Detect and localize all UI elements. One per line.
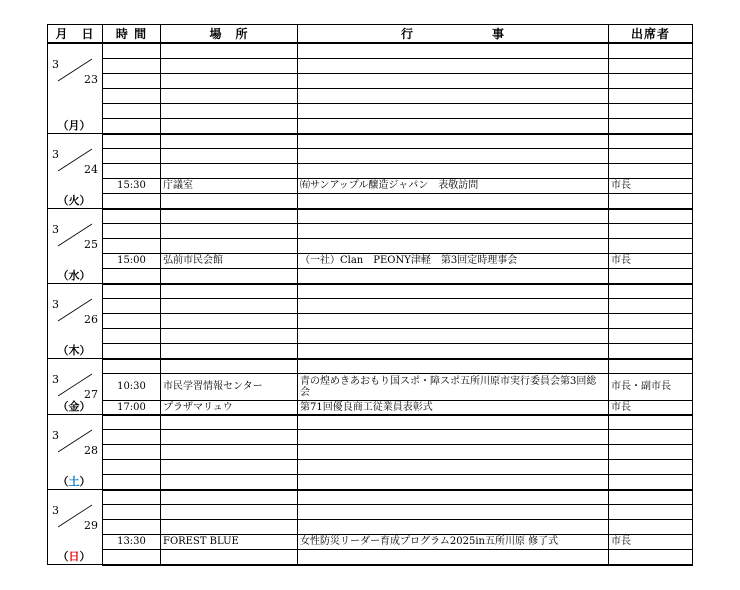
place-cell [161, 299, 298, 314]
weekday-char: 月 [68, 119, 80, 132]
schedule-row [48, 415, 693, 430]
time-cell [103, 88, 161, 103]
attendee-cell [609, 58, 693, 73]
date-month: 3 [52, 429, 59, 442]
place-cell [161, 359, 298, 374]
attendee-cell [609, 343, 693, 358]
schedule-row [48, 328, 693, 343]
date-day: 24 [84, 163, 98, 176]
event-cell [298, 134, 609, 149]
event-cell: 第71回優良商工従業員表彰式 [298, 400, 609, 415]
event-cell [298, 474, 609, 489]
date-day: 26 [84, 313, 98, 326]
time-cell [103, 343, 161, 358]
attendee-cell [609, 193, 693, 208]
schedule-row [48, 430, 693, 445]
weekday-label: （日） [57, 550, 91, 563]
time-cell [103, 299, 161, 314]
attendee-cell [609, 430, 693, 445]
place-cell [161, 314, 298, 329]
attendee-cell [609, 549, 693, 564]
event-cell [298, 430, 609, 445]
place-cell: 弘前市民会館 [161, 253, 298, 268]
place-cell: 市民学習情報センター [161, 373, 298, 400]
attendee-cell [609, 299, 693, 314]
schedule-row [48, 459, 693, 474]
schedule-row [48, 490, 693, 505]
date-day: 29 [84, 519, 98, 532]
schedule-row [48, 103, 693, 118]
time-cell: 10:30 [103, 373, 161, 400]
place-cell [161, 490, 298, 505]
weekday-char: 金 [68, 400, 80, 413]
event-cell [298, 459, 609, 474]
weekday-label: （金） [57, 400, 91, 413]
time-cell [103, 224, 161, 239]
place-cell [161, 149, 298, 164]
schedule-row [48, 88, 693, 103]
schedule-row [48, 118, 693, 134]
header-attendee: 出席者 [609, 25, 693, 44]
date-day: 28 [84, 444, 98, 457]
date-day: 25 [84, 238, 98, 251]
time-cell [103, 209, 161, 224]
event-cell [298, 43, 609, 58]
attendee-cell [609, 520, 693, 535]
event-cell [298, 58, 609, 73]
date-month: 3 [52, 373, 59, 386]
schedule-sheet [47, 24, 693, 566]
attendee-cell [609, 459, 693, 474]
event-cell [298, 343, 609, 358]
schedule-row [48, 58, 693, 73]
place-cell [161, 239, 298, 254]
place-cell: プラザマリュウ [161, 400, 298, 415]
time-cell [103, 445, 161, 460]
place-cell [161, 474, 298, 489]
attendee-cell [609, 415, 693, 430]
time-cell [103, 239, 161, 254]
schedule-row [48, 164, 693, 179]
place-cell [161, 118, 298, 134]
attendee-cell: 市長 [609, 400, 693, 415]
event-cell [298, 445, 609, 460]
time-cell [103, 58, 161, 73]
time-cell [103, 328, 161, 343]
event-cell [298, 73, 609, 88]
attendee-cell [609, 505, 693, 520]
header-time: 時 間 [103, 25, 161, 44]
time-cell [103, 549, 161, 564]
attendee-cell [609, 73, 693, 88]
event-cell [298, 224, 609, 239]
place-cell [161, 549, 298, 564]
attendee-cell [609, 268, 693, 283]
event-cell [298, 164, 609, 179]
schedule-row [48, 253, 693, 268]
attendee-cell [609, 103, 693, 118]
time-cell [103, 284, 161, 299]
event-cell: 女性防災リーダー育成プログラム2025in五所川原 修了式 [298, 534, 609, 549]
schedule-row [48, 549, 693, 564]
event-cell [298, 149, 609, 164]
header-event: 行 事 [298, 25, 609, 44]
event-cell [298, 239, 609, 254]
event-cell [298, 490, 609, 505]
date-cell [48, 284, 103, 359]
weekday-label: （月） [57, 119, 91, 132]
schedule-row [48, 239, 693, 254]
time-cell [103, 459, 161, 474]
header-place: 場 所 [161, 25, 298, 44]
schedule-row [48, 134, 693, 149]
schedule-row [48, 400, 693, 415]
schedule-row [48, 520, 693, 535]
place-cell [161, 445, 298, 460]
event-cell [298, 505, 609, 520]
date-month: 3 [52, 58, 59, 71]
place-cell [161, 343, 298, 358]
attendee-cell [609, 209, 693, 224]
time-cell [103, 474, 161, 489]
event-cell [298, 103, 609, 118]
event-cell [298, 520, 609, 535]
event-cell [298, 314, 609, 329]
date-cell [48, 415, 103, 490]
time-cell: 15:30 [103, 178, 161, 193]
place-cell [161, 103, 298, 118]
schedule-row [48, 268, 693, 283]
weekday-char: 日 [68, 550, 80, 563]
place-cell [161, 520, 298, 535]
date-cell [48, 490, 103, 565]
attendee-cell [609, 118, 693, 134]
attendee-cell: 市長 [609, 534, 693, 549]
time-cell [103, 73, 161, 88]
place-cell [161, 284, 298, 299]
schedule-row [48, 373, 693, 400]
time-cell [103, 118, 161, 134]
schedule-body [48, 43, 693, 565]
attendee-cell: 市長 [609, 253, 693, 268]
attendee-cell [609, 474, 693, 489]
attendee-cell [609, 164, 693, 179]
weekday-label: （水） [57, 269, 91, 282]
attendee-cell: 市長・副市長 [609, 373, 693, 400]
date-cell [48, 209, 103, 284]
place-cell [161, 328, 298, 343]
place-cell [161, 430, 298, 445]
event-cell [298, 284, 609, 299]
event-cell [298, 549, 609, 564]
place-cell: 庁議室 [161, 178, 298, 193]
attendee-cell: 市長 [609, 178, 693, 193]
place-cell [161, 58, 298, 73]
place-cell [161, 505, 298, 520]
date-day: 27 [84, 388, 98, 401]
place-cell [161, 415, 298, 430]
time-cell: 17:00 [103, 400, 161, 415]
attendee-cell [609, 239, 693, 254]
weekday-char: 木 [68, 344, 80, 357]
time-cell [103, 134, 161, 149]
date-cell [48, 43, 103, 134]
date-day: 23 [84, 73, 98, 86]
schedule-row [48, 445, 693, 460]
weekday-label: （土） [57, 475, 91, 488]
schedule-table [47, 24, 693, 566]
event-cell [298, 193, 609, 208]
event-cell: ㈲サンアップル醸造ジャパン 表敬訪問 [298, 178, 609, 193]
event-cell [298, 209, 609, 224]
schedule-row [48, 359, 693, 374]
weekday-label: （火） [57, 194, 91, 207]
schedule-row [48, 178, 693, 193]
date-month: 3 [52, 148, 59, 161]
place-cell [161, 88, 298, 103]
weekday-char: 土 [68, 475, 80, 488]
date-month: 3 [52, 504, 59, 517]
schedule-row [48, 73, 693, 88]
schedule-row [48, 314, 693, 329]
time-cell [103, 103, 161, 118]
time-cell [103, 193, 161, 208]
attendee-cell [609, 490, 693, 505]
date-month: 3 [52, 223, 59, 236]
event-cell [298, 268, 609, 283]
schedule-row [48, 209, 693, 224]
event-cell: 青の煌めきあおもり国スポ・障スポ五所川原市実行委員会第3回総会 [298, 373, 609, 400]
event-cell [298, 415, 609, 430]
time-cell: 13:30 [103, 534, 161, 549]
attendee-cell [609, 224, 693, 239]
time-cell: 15:00 [103, 253, 161, 268]
date-cell [48, 359, 103, 415]
time-cell [103, 149, 161, 164]
attendee-cell [609, 314, 693, 329]
event-cell [298, 118, 609, 134]
event-cell [298, 88, 609, 103]
time-cell [103, 314, 161, 329]
event-cell [298, 299, 609, 314]
place-cell: FOREST BLUE [161, 534, 298, 549]
attendee-cell [609, 134, 693, 149]
header-date: 月 日 [48, 25, 103, 44]
schedule-row [48, 224, 693, 239]
schedule-row [48, 43, 693, 58]
attendee-cell [609, 88, 693, 103]
place-cell [161, 134, 298, 149]
time-cell [103, 415, 161, 430]
time-cell [103, 490, 161, 505]
time-cell [103, 43, 161, 58]
event-cell [298, 359, 609, 374]
place-cell [161, 209, 298, 224]
time-cell [103, 505, 161, 520]
attendee-cell [609, 149, 693, 164]
weekday-label: （木） [57, 344, 91, 357]
place-cell [161, 459, 298, 474]
time-cell [103, 164, 161, 179]
place-cell [161, 268, 298, 283]
time-cell [103, 359, 161, 374]
date-month: 3 [52, 298, 59, 311]
weekday-char: 水 [68, 269, 80, 282]
attendee-cell [609, 359, 693, 374]
place-cell [161, 43, 298, 58]
header-row [48, 25, 693, 44]
time-cell [103, 268, 161, 283]
schedule-row [48, 505, 693, 520]
event-cell [298, 328, 609, 343]
event-cell: （一社）Clan PEONY津軽 第3回定時理事会 [298, 253, 609, 268]
schedule-row [48, 343, 693, 358]
place-cell [161, 224, 298, 239]
place-cell [161, 73, 298, 88]
time-cell [103, 430, 161, 445]
schedule-row [48, 193, 693, 208]
attendee-cell [609, 445, 693, 460]
schedule-row [48, 534, 693, 549]
attendee-cell [609, 328, 693, 343]
schedule-row [48, 149, 693, 164]
schedule-row [48, 474, 693, 489]
attendee-cell [609, 43, 693, 58]
date-cell [48, 134, 103, 209]
attendee-cell [609, 284, 693, 299]
place-cell [161, 193, 298, 208]
place-cell [161, 164, 298, 179]
schedule-row [48, 299, 693, 314]
schedule-row [48, 284, 693, 299]
time-cell [103, 520, 161, 535]
weekday-char: 火 [68, 194, 80, 207]
